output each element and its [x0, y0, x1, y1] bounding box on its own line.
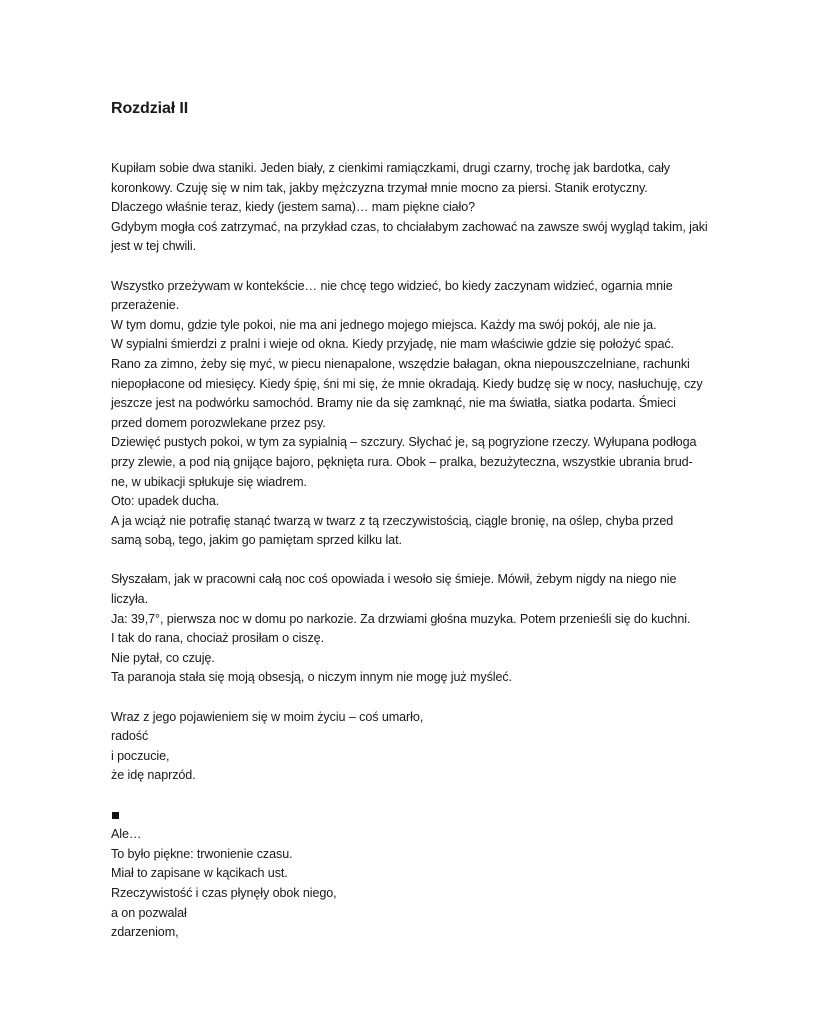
- text-line: zdarzeniom,: [111, 925, 179, 940]
- text-line: przerażenie.: [111, 298, 180, 313]
- text-line: przed domem porozwlekane przez psy.: [111, 415, 326, 430]
- text-line: jest w tej chwili.: [111, 239, 196, 254]
- document-page: [111, 97, 711, 943]
- text-line: Wraz z jego pojawieniem się w moim życiu – coś umarło,: [111, 709, 424, 724]
- text-line: a on pozwalał: [111, 905, 187, 920]
- text-line: Dziewięć pustych pokoi, w tym za sypialnią – szczury. Słychać je, są pogryzione rzeczy. Wyłupana podłoga: [111, 435, 697, 450]
- paragraph-2: [111, 277, 711, 551]
- text-line: samą sobą, tego, jakim go pamiętam sprzed kilku lat.: [111, 533, 402, 548]
- text-line: że idę naprzód.: [111, 768, 196, 783]
- text-line: Gdybym mogła coś zatrzymać, na przykład czas, to chciałabym zachować na zawsze swój wygląd takim, jaki: [111, 219, 708, 234]
- text-line: Nie pytał, co czuję.: [111, 650, 215, 665]
- chapter-title: Rozdział II: [111, 100, 189, 117]
- text-line: Wszystko przeżywam w kontekście… nie chcę tego widzieć, bo kiedy zaczynam widzieć, ogarnia mnie: [111, 278, 673, 293]
- text-line: Ja: 39,7°, pierwsza noc w domu po narkozie. Za drzwiami głośna muzyka. Potem przenieśli się do kuchni.: [111, 611, 691, 626]
- text-line: jeszcze jest na podwórku samochód. Bramy nie da się zamknąć, nie ma światła, siatka podarta. Śmieci: [111, 396, 676, 411]
- text-line: Oto: upadek ducha.: [111, 494, 220, 509]
- text-line: liczyła.: [111, 592, 148, 607]
- text-line: Ale…: [111, 827, 142, 842]
- paragraph-1: [111, 159, 711, 257]
- text-line: przy zlewie, a pod nią gnijące bajoro, pęknięta rura. Obok – pralka, bezużyteczna, wszystkie ubrania brud-: [111, 454, 693, 469]
- text-line: To było piękne: trwonienie czasu.: [111, 846, 293, 861]
- text-line: koronkowy. Czuję się w nim tak, jakby mężczyzna trzymał mnie mocno za piersi. Stanik erotyczny.: [111, 180, 648, 195]
- chapter-body: [111, 159, 711, 943]
- text-line: Miał to zapisane w kącikach ust.: [111, 866, 288, 881]
- paragraph-4: [111, 708, 711, 786]
- text-line: niepopłacone od miesięcy. Kiedy śpię, śni mi się, że mnie okradają. Kiedy budzę się w nocy, nasłuchuję, czy: [111, 376, 703, 391]
- text-line: Ta paranoja stała się moją obsesją, o niczym innym nie mogę już myśleć.: [111, 670, 512, 685]
- text-line: A ja wciąż nie potrafię stanąć twarzą w twarz z tą rzeczywistością, ciągle bronię, na oślep, chyba przed: [111, 513, 674, 528]
- closing-section: [111, 825, 711, 943]
- text-line: ne, w ubikacji spłukuje się wiadrem.: [111, 474, 307, 489]
- text-line: Słyszałam, jak w pracowni całą noc coś opowiada i wesoło się śmieje. Mówił, żebym nigdy na niego nie: [111, 572, 677, 587]
- paragraph-3: [111, 570, 711, 688]
- text-line: W tym domu, gdzie tyle pokoi, nie ma ani jednego mojego miejsca. Każdy ma swój pokój, ale nie ja.: [111, 317, 657, 332]
- text-line: Kupiłam sobie dwa staniki. Jeden biały, z cienkimi ramiączkami, drugi czarny, trochę jak bardotka, cały: [111, 161, 670, 175]
- text-line: radość: [111, 729, 149, 744]
- text-line: Dlaczego właśnie teraz, kiedy (jestem sama)… mam piękne ciało?: [111, 200, 476, 215]
- text-line: i poczucie,: [111, 748, 170, 763]
- section-separator-square-icon: [112, 812, 119, 819]
- text-line: Rano za zimno, żeby się myć, w piecu nienapalone, wszędzie bałagan, okna niepouszczelniane, rachunki: [111, 356, 690, 371]
- text-line: W sypialni śmierdzi z pralni i wieje od okna. Kiedy przyjadę, nie mam właściwie gdzie się położyć spać.: [111, 337, 674, 352]
- text-line: I tak do rana, chociaż prosiłam o ciszę.: [111, 631, 324, 646]
- text-line: Rzeczywistość i czas płynęły obok niego,: [111, 885, 337, 900]
